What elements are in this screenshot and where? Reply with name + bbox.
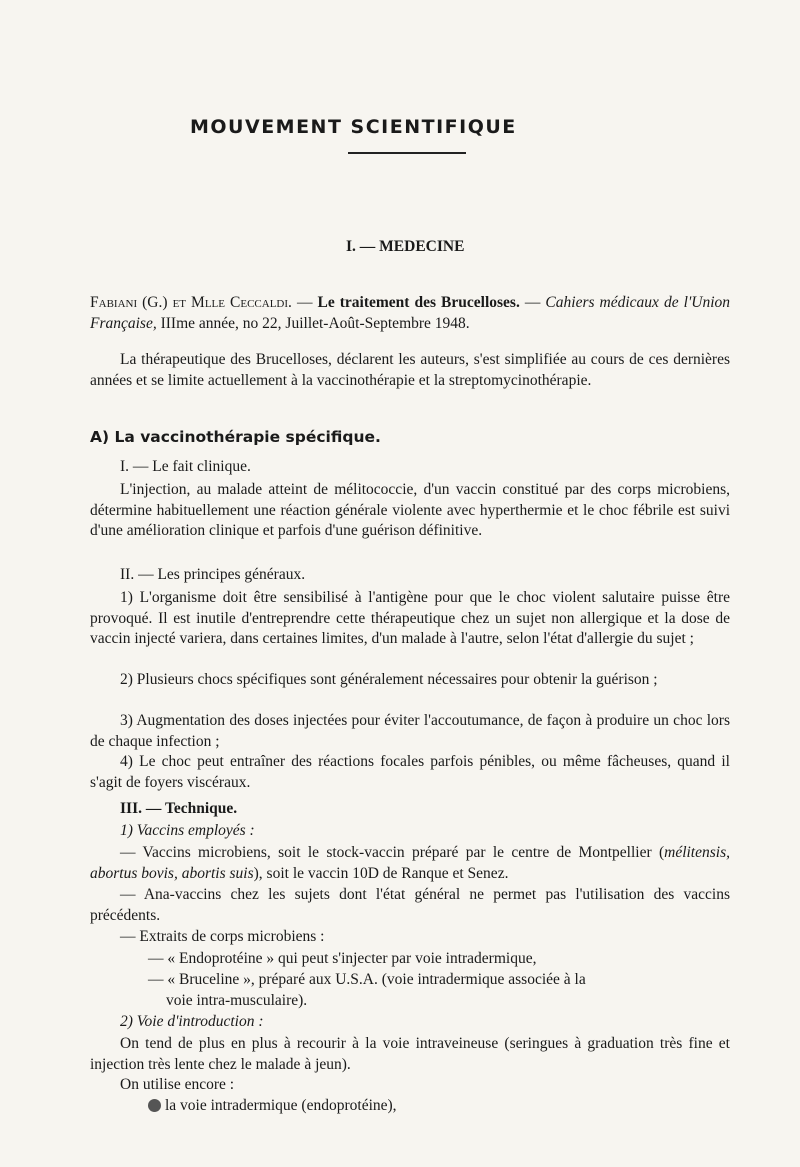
part1-heading: I. — Le fait clinique.	[120, 458, 251, 475]
reference-journal: Cahiers médicaux de l'Union Française,	[90, 294, 731, 332]
bullet-icon	[148, 1099, 161, 1112]
reference-details: IIIme année, no 22, Juillet-Août-Septembre 1948.	[156, 314, 470, 332]
reference-dash: —	[291, 294, 318, 311]
part2-heading: II. — Les principes généraux.	[120, 566, 306, 583]
vaccins-item-1-start: — Vaccins microbiens, soit le stock-vaccin préparé par le centre de Montpellier (	[120, 844, 665, 861]
intro-paragraph: La thérapeutique des Brucelloses, déclarent les auteurs, s'est simplifiée au cours de ces dernières années et se limite actuellement à la vaccinothérapie et la streptomycinothérapie.	[90, 351, 730, 389]
vaccins-item-2: — Ana-vaccins chez les sujets dont l'état général ne permet pas l'utilisation des vaccins précédents.	[90, 886, 730, 924]
vaccins-item-1-end: ), soit le vaccin 10D de Ranque et Senez.	[253, 864, 509, 882]
voie-label: 2) Voie d'introduction :	[120, 1013, 264, 1030]
page-title: MOUVEMENT SCIENTIFIQUE	[190, 116, 517, 138]
part1-text: L'injection, au malade atteint de mélitococcie, d'un vaccin constitué par des corps microbiens, détermine habituellement une réaction générale violente avec hyperthermie et le choc fébrile est suivi d'une amélioration clinique et parfois d'une guérison définitive.	[90, 481, 730, 539]
part2-item-3: 3) Augmentation des doses injectées pour éviter l'accoutumance, de façon à produire un choc lors de chaque infection ;	[90, 712, 730, 750]
vaccins-item-3: — Extraits de corps microbiens :	[120, 928, 325, 945]
voie-item	[148, 1097, 397, 1115]
vaccins-item-3b: — « Bruceline », préparé aux U.S.A. (voie intradermique associée à la	[148, 971, 586, 988]
bibliographic-reference: Fabiani (G.) et Mlle Ceccaldi. — Le traitement des Brucelloses. — Cahiers médicaux de l'Union Française, IIIme année, no 22, Juillet-Août-Septembre 1948.	[90, 294, 731, 332]
vaccins-item-3b-cont: voie intra-musculaire).	[166, 992, 308, 1009]
part2-item-4: 4) Le choc peut entraîner des réactions focales parfois pénibles, ou même fâcheuses, quand il s'agit de foyers viscéraux.	[90, 753, 730, 791]
subsection-heading-a: A) La vaccinothérapie spécifique.	[90, 428, 381, 446]
part3-heading: III. — Technique.	[120, 800, 238, 817]
voie-item-text: la voie intradermique (endoprotéine),	[165, 1097, 397, 1114]
voie-text: On tend de plus en plus à recourir à la voie intraveineuse (seringues à graduation très fine et injection très lente chez le malade à jeun).	[90, 1035, 730, 1073]
vaccins-label: 1) Vaccins employés :	[120, 822, 255, 839]
title-underline	[348, 152, 466, 154]
part2-item-2: 2) Plusieurs chocs spécifiques sont généralement nécessaires pour obtenir la guérison ;	[120, 671, 658, 688]
section-heading: I. — MEDECINE	[346, 238, 465, 255]
vaccins-item-1-strains: mélitensis, abortus bovis, abortis suis	[90, 844, 730, 882]
voie-encore: On utilise encore :	[120, 1076, 235, 1093]
reference-title: Le traitement des Brucelloses.	[317, 294, 520, 311]
vaccins-item-1	[90, 843, 730, 884]
vaccins-item-3a: — « Endoprotéine » qui peut s'injecter par voie intradermique,	[148, 950, 537, 967]
part2-item-1: 1) L'organisme doit être sensibilisé à l'antigène pour que le choc violent salutaire puisse être provoqué. Il est inutile d'entreprendre cette thérapeutique chez un sujet non allergique et la dose de vaccin injecté variera, dans certaines limites, d'un malade à l'autre, selon l'état d'allergie du sujet ;	[90, 589, 730, 647]
reference-authors: Fabiani (G.) et Mlle Ceccaldi.	[90, 294, 292, 311]
